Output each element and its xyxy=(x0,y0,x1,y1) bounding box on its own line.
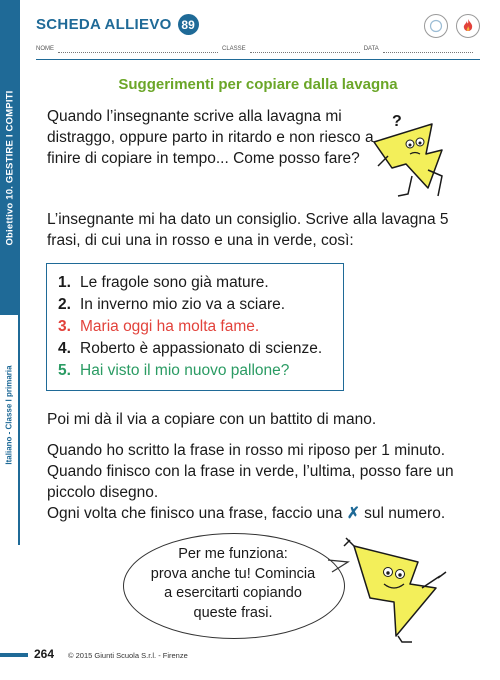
name-field-label: NOME xyxy=(36,46,54,52)
happy-character-illustration xyxy=(340,532,455,644)
rules-paragraph xyxy=(47,440,477,524)
sentence-text: Hai visto il mio nuovo pallone? xyxy=(80,362,290,379)
sentences-box xyxy=(46,263,344,391)
speech-bubble-text xyxy=(123,545,343,623)
question-mark: ? xyxy=(392,113,402,130)
cross-mark-icon: ✗ xyxy=(346,505,360,522)
header-divider xyxy=(36,59,480,60)
intro-paragraph: Quando l’insegnante scrive alla lavagna mi distraggo, oppure parto in ritardo e non riesco a finire di copiare in tempo... Come posso fare? xyxy=(47,108,374,167)
sentence-text: Le fragole sono già mature. xyxy=(80,274,269,291)
sentence-number[interactable]: 5. xyxy=(58,362,71,379)
flame-icon xyxy=(456,14,480,38)
sentence-number[interactable]: 4. xyxy=(58,340,71,357)
header-number-badge: 89 xyxy=(178,14,199,35)
sentence-text: Maria oggi ha molta fame. xyxy=(80,318,260,335)
advice-paragraph: L’insegnante mi ha dato un consiglio. Scrive alla lavagna 5 frasi, di cui una in rosso e una in verde, così: xyxy=(47,211,449,249)
bubble-line: queste frasi. xyxy=(193,604,273,621)
copyright: © 2015 Giunti Scuola S.r.l. - Firenze xyxy=(68,651,188,660)
rule-line-mark-text: Ogni volta che finisco una frase, faccio una xyxy=(47,505,343,522)
sentence-number[interactable]: 1. xyxy=(58,274,71,291)
sentence-text: Roberto è appassionato di scienze. xyxy=(80,340,323,357)
date-field-line[interactable] xyxy=(383,46,473,53)
rule-line-green: Quando finisco con la frase in verde, l’ultima, posso fare un piccolo disegno. xyxy=(47,463,454,501)
page-footer xyxy=(34,647,188,661)
date-field-label: DATA xyxy=(363,46,379,52)
class-field-line[interactable] xyxy=(250,46,360,53)
student-fields xyxy=(36,46,480,53)
sentence-row-green xyxy=(58,360,343,382)
bubble-line: a esercitarti copiando xyxy=(164,585,302,601)
sentence-number[interactable]: 3. xyxy=(58,318,71,335)
sidebar-subject-text: Italiano - Classe I primaria xyxy=(4,365,14,465)
start-paragraph: Poi mi dà il via a copiare con un battito di mano. xyxy=(47,411,377,428)
class-field-label: CLASSE xyxy=(222,46,246,52)
page-header xyxy=(36,14,199,35)
worried-character-illustration xyxy=(368,106,468,206)
sidebar-objective-band xyxy=(0,0,20,315)
sentence-row xyxy=(58,338,343,360)
sentence-row-red xyxy=(58,316,343,338)
sidebar-subject-band xyxy=(0,315,20,545)
sentence-row xyxy=(58,294,343,316)
footer-bar xyxy=(0,653,28,657)
bubble-line: Per me funziona: xyxy=(178,546,288,562)
rule-line-red: Quando ho scritto la frase in rosso mi riposo per 1 minuto. xyxy=(47,442,446,459)
sidebar xyxy=(0,0,20,680)
difficulty-easy-icon xyxy=(424,14,448,38)
sidebar-objective-text: Obiettivo 10. GESTIRE I COMPITI xyxy=(4,90,16,246)
header-label: SCHEDA ALLIEVO xyxy=(36,16,172,33)
rule-line-mark xyxy=(47,503,477,524)
name-field-line[interactable] xyxy=(58,46,218,53)
page-title: Suggerimenti per copiare dalla lavagna xyxy=(118,76,398,93)
sentence-row xyxy=(58,272,343,294)
sentence-text: In inverno mio zio va a sciare. xyxy=(80,296,286,313)
rule-line-mark-text-end: sul numero. xyxy=(364,505,446,522)
page-number: 264 xyxy=(34,647,55,661)
header-icons xyxy=(424,14,480,38)
sentence-number[interactable]: 2. xyxy=(58,296,71,313)
bubble-line: prova anche tu! Comincia xyxy=(150,565,316,582)
